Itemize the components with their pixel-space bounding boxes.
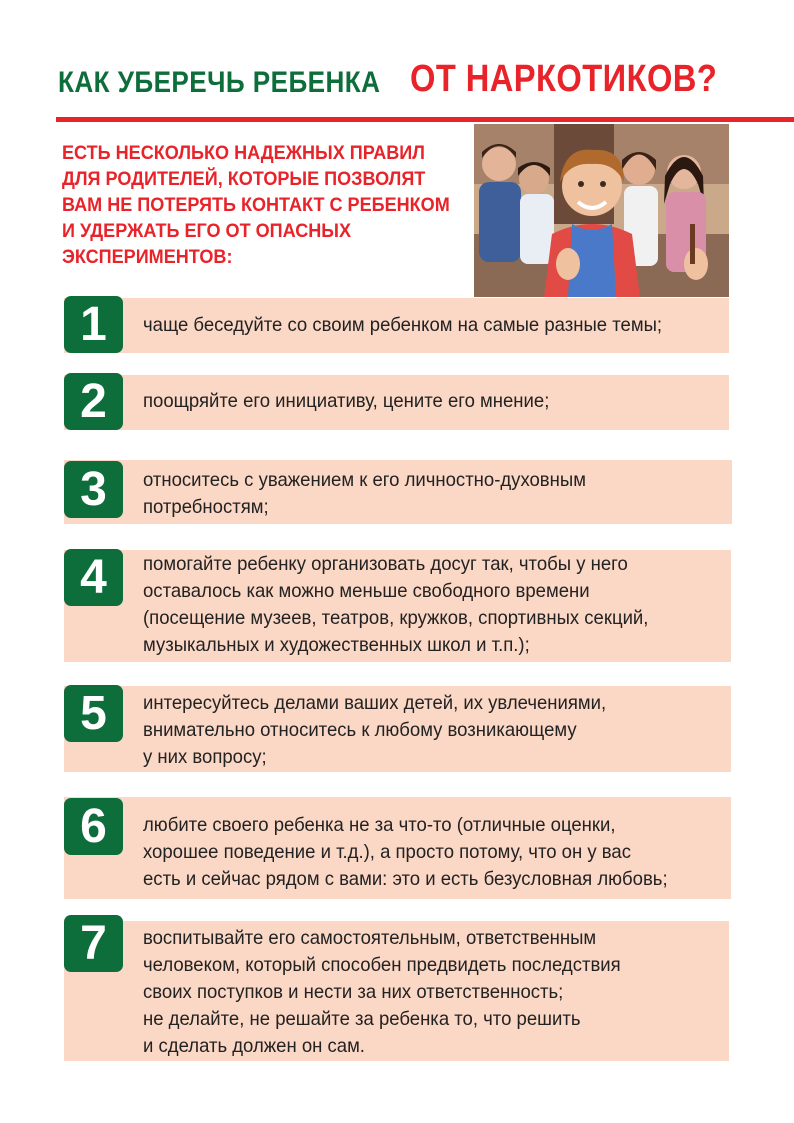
page-title [58, 58, 718, 100]
rule-6-line: есть и сейчас рядом с вами: это и есть безусловная любовь; [143, 868, 668, 890]
intro-line: ВАМ НЕ ПОТЕРЯТЬ КОНТАКТ С РЕБЕНКОМ [62, 195, 450, 216]
rule-2-number: 2 [64, 373, 123, 430]
rule-3-number: 3 [64, 461, 123, 518]
rule-4-line: оставалось как можно меньше свободного времени [143, 580, 590, 602]
rule-7-number: 7 [64, 915, 123, 972]
title-part-2: ОТ НАРКОТИКОВ? [410, 58, 718, 100]
rule-6-line: любите своего ребенка не за что-то (отличные оценки, [143, 814, 616, 836]
title-divider [56, 117, 794, 122]
rule-1-line: чаще беседуйте со своим ребенком на самые разные темы; [143, 314, 663, 336]
intro-line: ЭКСПЕРИМЕНТОВ: [62, 247, 233, 268]
intro-line: И УДЕРЖАТЬ ЕГО ОТ ОПАСНЫХ [62, 221, 352, 242]
rule-7-line: воспитывайте его самостоятельным, ответственным [143, 927, 597, 949]
rule-1-text [143, 312, 704, 339]
rule-7-line: своих поступков и нести за них ответственность; [143, 981, 564, 1003]
rule-7-line: не делайте, не решайте за ребенка то, что решить [143, 1008, 581, 1030]
rule-4-line: музыкальных и художественных школ и т.п.); [143, 634, 530, 656]
rule-5-line: интересуйтесь делами ваших детей, их увлечениями, [143, 692, 607, 714]
rule-6-line: хорошее поведение и т.д.), а просто потому, что он у вас [143, 841, 631, 863]
rule-2-line: поощряйте его инициативу, цените его мнение; [143, 390, 550, 412]
children-photo-illustration [474, 124, 729, 297]
rule-7-text [143, 925, 704, 1060]
rule-2-text [143, 388, 704, 415]
intro-line: ЕСТЬ НЕСКОЛЬКО НАДЕЖНЫХ ПРАВИЛ [62, 143, 425, 164]
rule-6-text [143, 812, 704, 893]
rule-4-line: помогайте ребенку организовать досуг так, чтобы у него [143, 553, 628, 575]
rule-1-number: 1 [64, 296, 123, 353]
rule-5-text [143, 690, 704, 771]
rule-5-number: 5 [64, 685, 123, 742]
children-photo [474, 124, 729, 297]
title-part-1: КАК УБЕРЕЧЬ РЕБЕНКА [58, 66, 381, 99]
rule-7-line: и сделать должен он сам. [143, 1035, 365, 1057]
intro-line: ДЛЯ РОДИТЕЛЕЙ, КОТОРЫЕ ПОЗВОЛЯТ [62, 169, 426, 190]
rule-3-line: потребностям; [143, 496, 269, 518]
rule-7-line: человеком, который способен предвидеть последствия [143, 954, 621, 976]
rule-6-number: 6 [64, 798, 123, 855]
rule-4-line: (посещение музеев, театров, кружков, спортивных секций, [143, 607, 649, 629]
rule-5-line: внимательно относитесь к любому возникающему [143, 719, 577, 741]
rule-4-number: 4 [64, 549, 123, 606]
rule-3-line: относитесь с уважением к его личностно-духовным [143, 469, 586, 491]
rule-4-text [143, 551, 704, 659]
rule-3-text [143, 467, 704, 521]
intro-text [62, 141, 461, 271]
rule-5-line: у них вопросу; [143, 746, 267, 768]
